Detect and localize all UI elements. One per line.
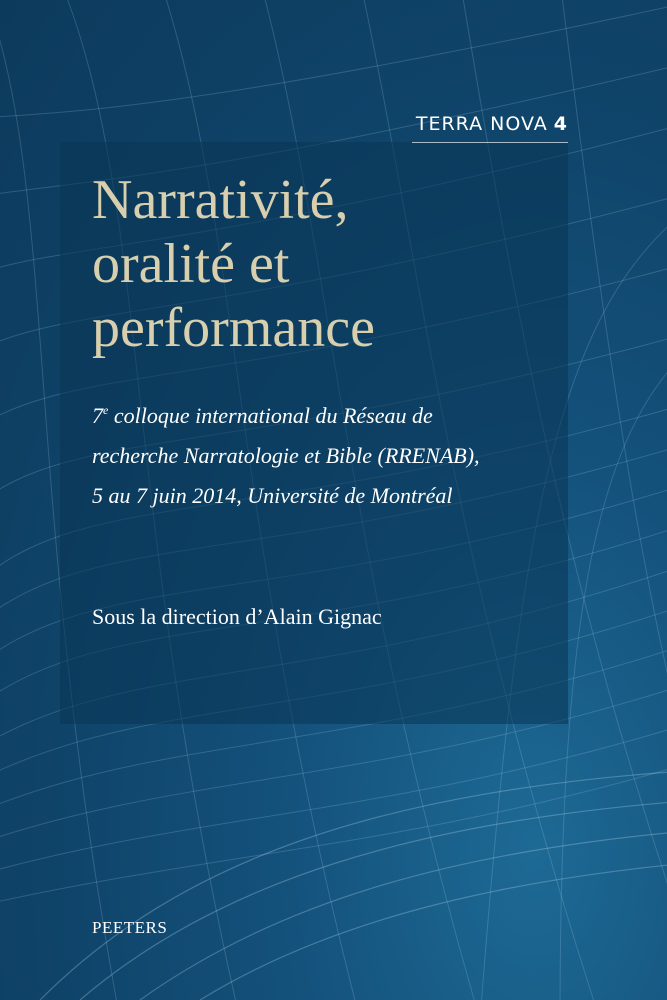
subtitle-line: 5 au 7 juin 2014, Université de Montréal — [92, 483, 453, 508]
series-number: 4 — [553, 113, 568, 135]
subtitle-line: recherche Narratologie et Bible (RRENAB), — [92, 443, 480, 468]
title-line: performance — [92, 297, 375, 359]
title-line: oralité et — [92, 233, 290, 295]
subtitle-line — [92, 396, 562, 436]
subtitle-ordinal: 7 — [92, 403, 103, 428]
title-line: Narrativité, — [92, 169, 349, 231]
series-name: TERRA NOVA — [415, 113, 548, 135]
subtitle-superscript: e — [103, 403, 109, 417]
series-rule — [412, 142, 568, 143]
book-title — [92, 168, 552, 360]
publisher-name: PEETERS — [92, 918, 168, 937]
subtitle-line1-rest: colloque international du Réseau de — [108, 403, 433, 428]
book-subtitle — [92, 396, 562, 516]
series-label — [416, 113, 568, 135]
editor-credit: Sous la direction d’Alain Gignac — [92, 604, 382, 629]
